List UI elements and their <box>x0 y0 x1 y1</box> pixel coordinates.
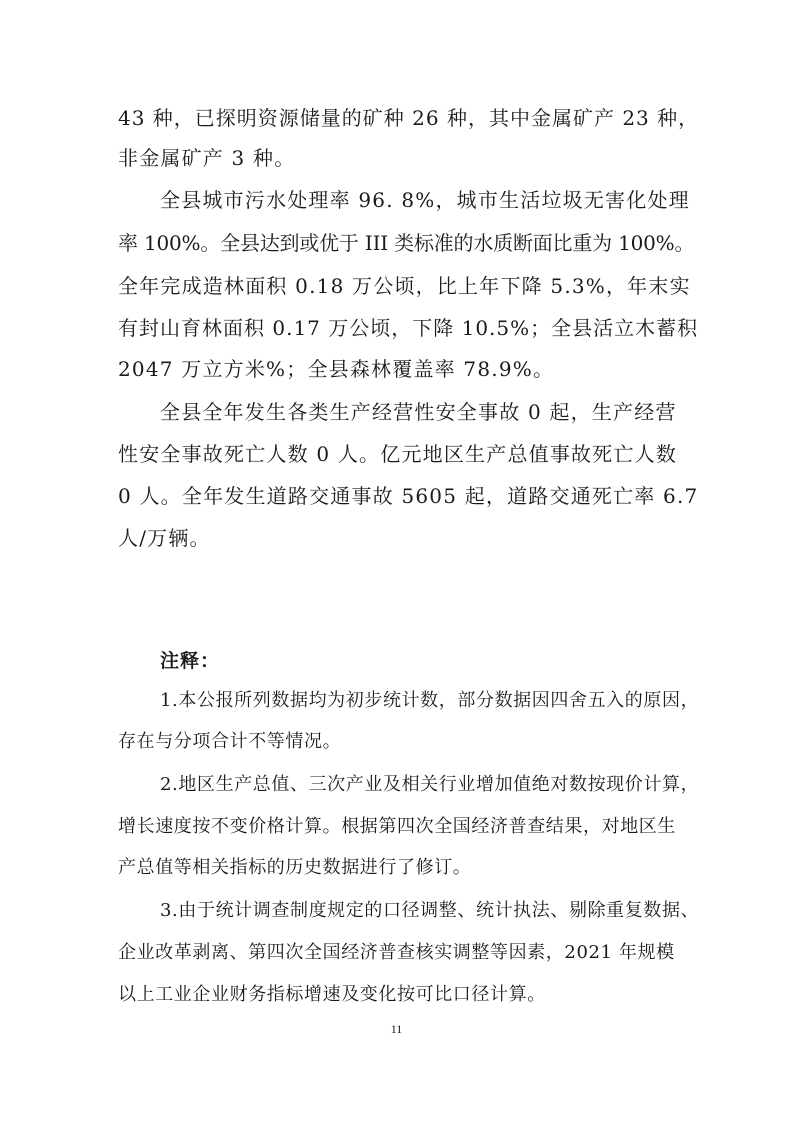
notes-heading: 注释： <box>160 650 221 672</box>
text-line: 全县全年发生各类生产经营性安全事故 0 起，生产经营 <box>160 400 677 424</box>
note-line: 企业改革剥离、第四次全国经济普查核实调整等因素，2021 年规模 <box>118 942 675 963</box>
note-line: 2.地区生产总值、三次产业及相关行业增加值绝对数按现价计算， <box>160 774 700 795</box>
text-line: 全年完成造林面积 0.18 万公顷，比上年下降 5.3%，年末实 <box>118 274 691 298</box>
note-line: 以上工业企业财务指标增速及变化按可比口径计算。 <box>118 984 546 1005</box>
note-line: 1.本公报所列数据均为初步统计数，部分数据因四舍五入的原因， <box>160 690 700 711</box>
note-line: 产总值等相关指标的历史数据进行了修订。 <box>118 857 472 878</box>
page-number: 11 <box>390 1022 403 1036</box>
text-line: 人/万辆。 <box>118 526 211 550</box>
text-line: 0 人。全年发生道路交通事故 5605 起，道路交通死亡率 6.7 <box>118 484 699 508</box>
note-line: 存在与分项合计不等情况。 <box>118 731 342 752</box>
text-line: 2047 万立方米%；全县森林覆盖率 78.9%。 <box>118 357 555 381</box>
note-line: 增长速度按不变价格计算。根据第四次全国经济普查结果，对地区生 <box>118 816 676 837</box>
note-line: 3.由于统计调查制度规定的口径调整、统计执法、剔除重复数据、 <box>160 900 700 921</box>
text-line: 43 种，已探明资源储量的矿种 26 种，其中金属矿产 23 种， <box>118 106 700 130</box>
text-line: 率 100%。全县达到或优于 III 类标准的水质断面比重为 100%。 <box>118 231 695 255</box>
text-line: 有封山育林面积 0.17 万公顷，下降 10.5%；全县活立木蓄积 <box>118 316 699 340</box>
text-line: 非金属矿产 3 种。 <box>118 146 296 170</box>
text-line: 性安全事故死亡人数 0 人。亿元地区生产总值事故死亡人数 <box>118 442 678 466</box>
text-line: 全县城市污水处理率 96. 8%，城市生活垃圾无害化处理 <box>160 188 690 212</box>
